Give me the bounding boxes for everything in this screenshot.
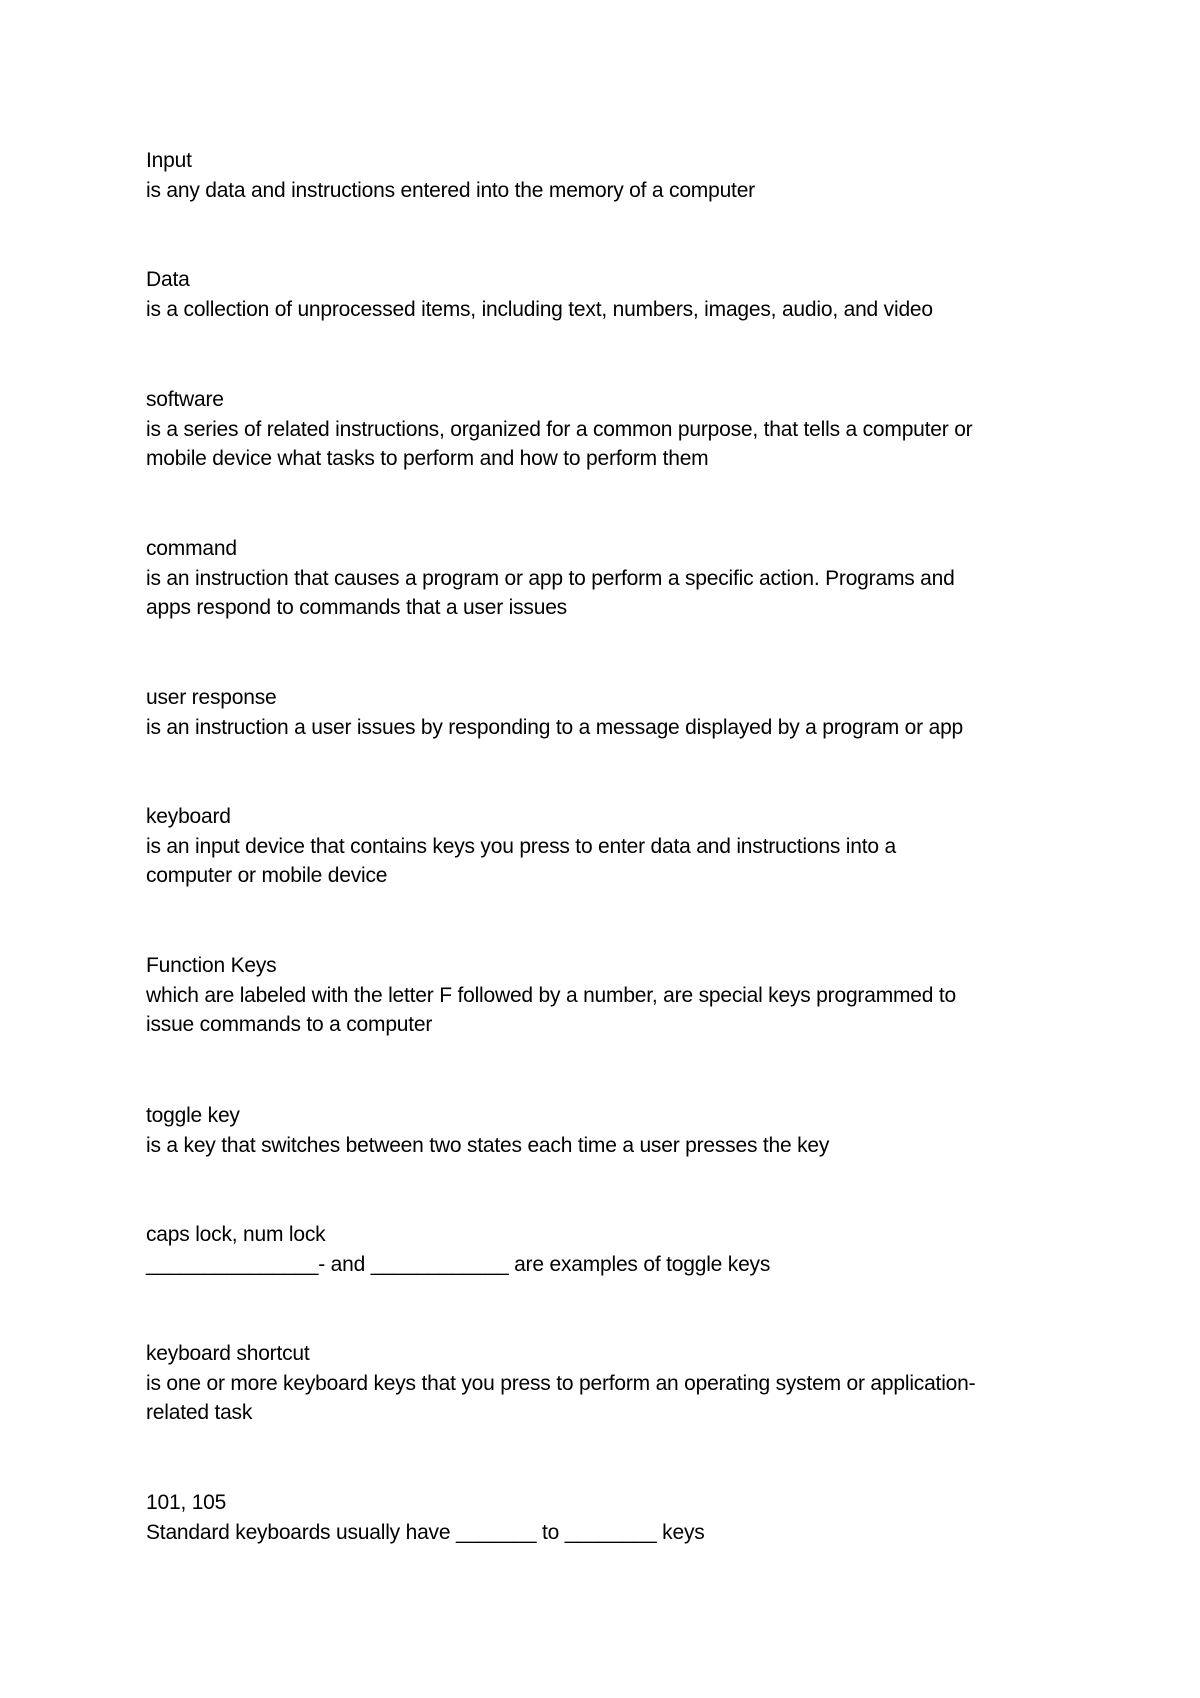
term: keyboard shortcut (146, 1342, 310, 1365)
flashcard-entry (146, 265, 1066, 324)
flashcard-entry (146, 683, 1066, 742)
term: keyboard (146, 805, 231, 828)
definition: is one or more keyboard keys that you press to perform an operating system or application- related task (146, 1371, 976, 1424)
definition: is a collection of unprocessed items, including text, numbers, images, audio, and video (146, 297, 933, 321)
term: Data (146, 268, 190, 291)
term: caps lock, num lock (146, 1223, 326, 1246)
term: command (146, 537, 237, 560)
flashcard-entry (146, 1488, 1066, 1547)
flashcard-entry (146, 951, 1066, 1040)
term: Function Keys (146, 954, 277, 977)
flashcard-entry (146, 1339, 1066, 1428)
definition: is any data and instructions entered into the memory of a computer (146, 178, 755, 202)
definition: is an instruction a user issues by responding to a message displayed by a program or app (146, 715, 964, 739)
definition: is a key that switches between two states each time a user presses the key (146, 1133, 830, 1157)
flashcard-entry (146, 1101, 1066, 1160)
term: 101, 105 (146, 1491, 227, 1514)
term: user response (146, 686, 277, 709)
flashcard-entry (146, 802, 1066, 891)
term: toggle key (146, 1104, 240, 1127)
definition: which are labeled with the letter F followed by a number, are special keys programmed to issue commands to a computer (146, 983, 956, 1036)
definition: is an input device that contains keys you press to enter data and instructions into a computer or mobile device (146, 834, 896, 887)
flashcard-entry (146, 1220, 1066, 1279)
flashcard-entry (146, 146, 1066, 205)
flashcard-entry (146, 534, 1066, 623)
definition: is an instruction that causes a program or app to perform a specific action. Programs and apps respond to commands that a user issues (146, 566, 955, 619)
definition: Standard keyboards usually have _______ to ________ keys (146, 1520, 705, 1544)
term: software (146, 388, 224, 411)
term: Input (146, 149, 192, 172)
definition: is a series of related instructions, organized for a common purpose, that tells a computer or mobile device what tasks to perform and how to perform them (146, 417, 973, 470)
flashcard-entry (146, 385, 1066, 474)
definition: _______________- and ____________ are examples of toggle keys (146, 1252, 771, 1276)
